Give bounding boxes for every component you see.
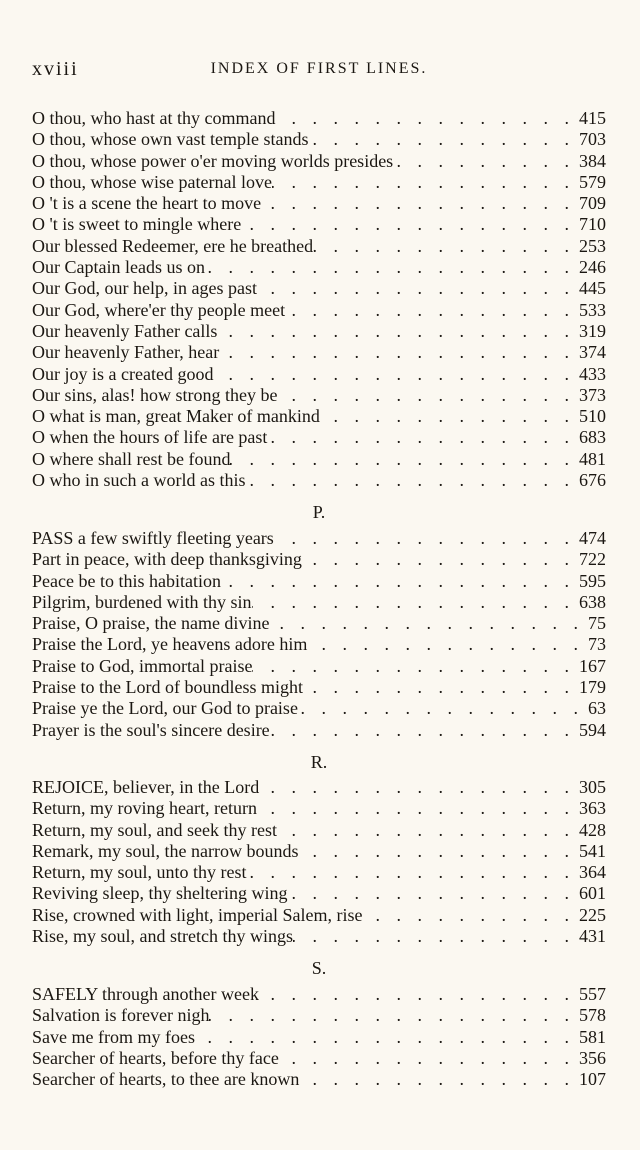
entry-page-number: 703 <box>579 129 606 150</box>
section-letter-s: S. <box>311 958 327 978</box>
entry-first-line: Our heavenly Father, hear <box>32 342 220 363</box>
dot-leader <box>274 528 575 549</box>
entry-first-line: Our sins, alas! how strong they be <box>32 384 278 405</box>
index-entry <box>32 1048 606 1069</box>
index-section-o <box>32 108 606 491</box>
entry-page-number: 373 <box>579 384 606 405</box>
dot-leader <box>209 1005 575 1026</box>
dot-leader <box>247 862 576 883</box>
dot-leader <box>217 321 575 342</box>
index-entry <box>32 129 606 150</box>
index-entry <box>32 677 606 698</box>
entry-first-line: Praise to the Lord of boundless might <box>32 677 303 698</box>
entry-page-number: 319 <box>579 320 606 341</box>
index-entry <box>32 926 606 947</box>
index-entry <box>32 108 606 129</box>
entry-first-line: SAFELY through another week <box>32 984 259 1004</box>
dot-leader <box>257 278 575 299</box>
entry-first-line: O thou, whose wise paternal love <box>32 171 272 192</box>
entry-first-line: Part in peace, with deep thanksgiving <box>32 549 302 570</box>
entry-first-line: Peace be to this habitation <box>32 570 221 591</box>
dot-leader <box>261 193 575 214</box>
dot-leader <box>298 698 584 719</box>
entry-page-number: 433 <box>579 363 606 384</box>
entry-first-line: O thou, whose power o'er moving worlds presides <box>32 150 394 171</box>
index-entry <box>32 720 606 741</box>
index-section-r <box>32 777 606 947</box>
entry-first-line: O thou, who hast at thy command <box>32 108 276 128</box>
entry-page-number: 225 <box>579 904 606 925</box>
entry-first-line: O what is man, great Maker of mankind <box>32 406 320 427</box>
entry-page-number: 601 <box>579 883 606 904</box>
entry-first-line: O when the hours of life are past <box>32 427 268 448</box>
index-entry <box>32 862 606 883</box>
dot-leader <box>219 342 575 363</box>
entry-first-line: Rise, crowned with light, imperial Salem, rise <box>32 904 363 925</box>
entry-first-line: PASS a few swiftly fleeting years <box>32 528 274 548</box>
entry-page-number: 595 <box>579 570 606 591</box>
dot-leader <box>308 129 575 150</box>
dot-leader <box>267 427 575 448</box>
dot-leader <box>205 257 575 278</box>
entry-first-line: Praise, O praise, the name divine <box>32 613 270 634</box>
dot-leader <box>259 984 575 1005</box>
entry-first-line: Searcher of hearts, before thy face <box>32 1047 279 1068</box>
entry-page-number: 445 <box>579 278 606 299</box>
index-entry <box>32 1069 606 1090</box>
dot-leader <box>245 470 575 491</box>
entry-page-number: 541 <box>579 840 606 861</box>
index-entry <box>32 257 606 278</box>
entry-page-number: 73 <box>588 634 606 655</box>
dot-leader <box>277 820 575 841</box>
entry-page-number: 579 <box>579 171 606 192</box>
entry-first-line: Remark, my soul, the narrow bounds <box>32 840 299 861</box>
index-entry <box>32 214 606 235</box>
index-entry <box>32 841 606 862</box>
index-entry <box>32 634 606 655</box>
entry-page-number: 356 <box>579 1047 606 1068</box>
dot-leader <box>230 449 575 470</box>
section-letter-p: P. <box>312 502 326 522</box>
entry-first-line: Our Captain leads us on <box>32 257 205 278</box>
index-entry <box>32 905 606 926</box>
index-entry <box>32 278 606 299</box>
entry-page-number: 363 <box>579 798 606 819</box>
entry-first-line: Save me from my foes <box>32 1026 195 1047</box>
page-header <box>32 58 606 84</box>
index-entry <box>32 798 606 819</box>
index-entry <box>32 528 606 549</box>
index-entry <box>32 820 606 841</box>
entry-page-number: 415 <box>579 108 606 128</box>
entry-page-number: 533 <box>579 299 606 320</box>
running-title: INDEX OF FIRST LINES. <box>210 60 428 77</box>
dot-leader <box>257 798 575 819</box>
dot-leader <box>221 571 575 592</box>
index-entry <box>32 385 606 406</box>
dot-leader <box>275 108 575 129</box>
entry-page-number: 167 <box>579 655 606 676</box>
entry-page-number: 431 <box>579 926 606 947</box>
entry-first-line: Salvation is forever nigh <box>32 1005 210 1026</box>
entry-page-number: 246 <box>579 257 606 278</box>
dot-leader <box>241 214 575 235</box>
entry-page-number: 683 <box>579 427 606 448</box>
entry-first-line: Return, my soul, unto thy rest <box>32 862 247 883</box>
index-entry <box>32 656 606 677</box>
entry-first-line: Our God, our help, in ages past <box>32 278 257 299</box>
dot-leader <box>303 677 575 698</box>
index-entry <box>32 193 606 214</box>
page-number: xviii <box>32 58 79 80</box>
entry-page-number: 710 <box>579 214 606 235</box>
index-entry <box>32 1005 606 1026</box>
entry-first-line: Pilgrim, burdened with thy sin <box>32 591 252 612</box>
dot-leader <box>302 549 575 570</box>
index-entry <box>32 613 606 634</box>
dot-leader <box>393 151 575 172</box>
index-entry <box>32 151 606 172</box>
index-entry <box>32 364 606 385</box>
entry-page-number: 364 <box>579 862 606 883</box>
entry-first-line: Reviving sleep, thy sheltering wing <box>32 883 288 904</box>
entry-page-number: 722 <box>579 549 606 570</box>
dot-leader <box>298 841 575 862</box>
entry-page-number: 676 <box>579 470 606 491</box>
entry-first-line: O 't is a scene the heart to move <box>32 193 262 214</box>
entry-page-number: 384 <box>579 150 606 171</box>
dot-leader <box>269 613 584 634</box>
entry-first-line: Praise the Lord, ye heavens adore him <box>32 634 308 655</box>
entry-page-number: 253 <box>579 235 606 256</box>
dot-leader <box>362 905 575 926</box>
index-entry <box>32 470 606 491</box>
entry-page-number: 428 <box>579 819 606 840</box>
dot-leader <box>277 385 575 406</box>
index-entry <box>32 427 606 448</box>
entry-first-line: Our joy is a created good <box>32 363 214 384</box>
dot-leader <box>252 656 575 677</box>
entry-page-number: 557 <box>579 984 606 1004</box>
entry-page-number: 107 <box>579 1069 606 1090</box>
entry-first-line: Searcher of hearts, to thee are known <box>32 1069 300 1090</box>
entry-page-number: 179 <box>579 677 606 698</box>
entry-page-number: 481 <box>579 448 606 469</box>
index-entry <box>32 300 606 321</box>
entry-first-line: REJOICE, believer, in the Lord <box>32 777 260 797</box>
entry-page-number: 474 <box>579 528 606 548</box>
index-entry <box>32 592 606 613</box>
entry-page-number: 305 <box>579 777 606 797</box>
entry-page-number: 709 <box>579 193 606 214</box>
index-entry <box>32 571 606 592</box>
index-section-p <box>32 528 606 741</box>
dot-leader <box>270 720 575 741</box>
dot-leader <box>307 634 584 655</box>
index-entry <box>32 172 606 193</box>
dot-leader <box>195 1027 575 1048</box>
dot-leader <box>252 592 576 613</box>
index-entry <box>32 883 606 904</box>
index-entry <box>32 698 606 719</box>
dot-leader <box>299 1069 575 1090</box>
index-entry <box>32 406 606 427</box>
dot-leader <box>287 883 575 904</box>
index-entry <box>32 321 606 342</box>
entry-first-line: O 't is sweet to mingle where <box>32 214 242 235</box>
index-entry <box>32 449 606 470</box>
dot-leader <box>285 300 575 321</box>
entry-first-line: Our blessed Redeemer, ere he breathed <box>32 235 314 256</box>
dot-leader <box>213 364 575 385</box>
entry-first-line: O where shall rest be found <box>32 448 231 469</box>
entry-page-number: 510 <box>579 406 606 427</box>
entry-page-number: 638 <box>579 591 606 612</box>
dot-leader <box>259 777 575 798</box>
entry-page-number: 75 <box>588 613 606 634</box>
index-entry <box>32 342 606 363</box>
entry-page-number: 594 <box>579 719 606 740</box>
dot-leader <box>279 1048 575 1069</box>
entry-first-line: Our heavenly Father calls <box>32 320 218 341</box>
index-entry <box>32 1027 606 1048</box>
entry-first-line: Our God, where'er thy people meet <box>32 299 286 320</box>
index-section-s <box>32 984 606 1090</box>
entry-first-line: Return, my roving heart, return <box>32 798 257 819</box>
dot-leader <box>272 172 575 193</box>
index-entry <box>32 549 606 570</box>
dot-leader <box>320 406 575 427</box>
index-entry <box>32 236 606 257</box>
entry-page-number: 581 <box>579 1026 606 1047</box>
index-entry <box>32 777 606 798</box>
entry-first-line: Praise to God, immortal praise <box>32 655 253 676</box>
entry-first-line: Return, my soul, and seek thy rest <box>32 819 277 840</box>
index-entry <box>32 984 606 1005</box>
entry-page-number: 374 <box>579 342 606 363</box>
dot-leader <box>313 236 575 257</box>
entry-first-line: Prayer is the soul's sincere desire <box>32 719 270 740</box>
section-letter-r: R. <box>310 752 328 772</box>
entry-first-line: O thou, whose own vast temple stands <box>32 129 309 150</box>
entry-first-line: O who in such a world as this <box>32 470 246 491</box>
entry-first-line: Praise ye the Lord, our God to praise <box>32 698 298 719</box>
entry-first-line: Rise, my soul, and stretch thy wings <box>32 926 293 947</box>
dot-leader <box>293 926 575 947</box>
entry-page-number: 63 <box>588 698 606 719</box>
entry-page-number: 578 <box>579 1005 606 1026</box>
